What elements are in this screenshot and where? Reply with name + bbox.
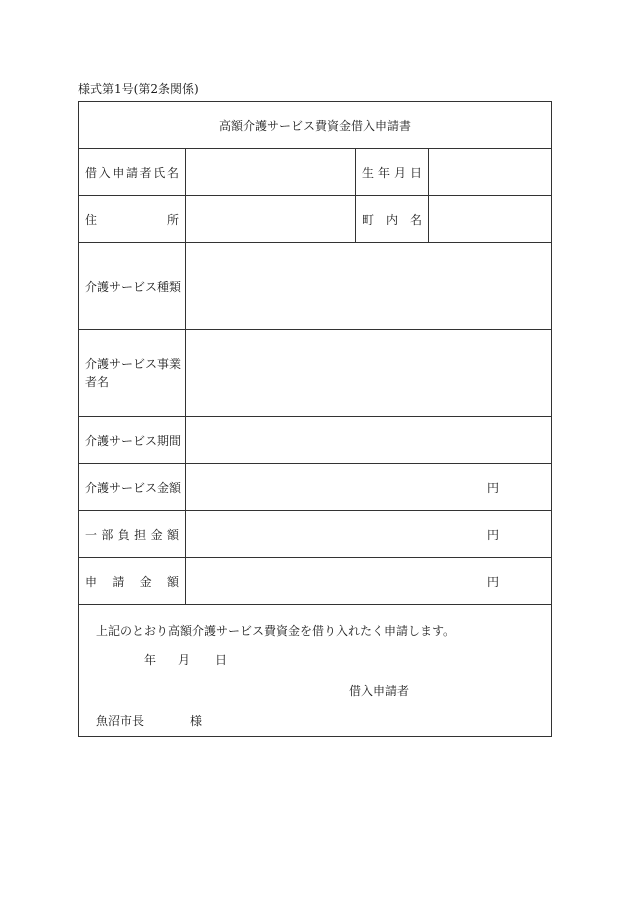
provider-label bbox=[79, 330, 186, 416]
applicant-signature-label: 借入申請者 bbox=[349, 684, 410, 698]
declaration-statement: 上記のとおり高額介護サービス費資金を借り入れたく申請します。 bbox=[96, 624, 456, 638]
request-amount-label: 申 請 金 額 bbox=[79, 558, 186, 604]
address-label: 住 所 bbox=[79, 196, 186, 242]
honorific: 様 bbox=[190, 714, 203, 728]
service-type-label: 介護サービス種類 bbox=[79, 243, 186, 329]
applicant-name-field[interactable] bbox=[186, 149, 356, 195]
provider-label-line1: 介護サービス事業 bbox=[85, 357, 182, 371]
service-amount-unit: 円 bbox=[486, 480, 499, 495]
service-amount-row bbox=[79, 464, 551, 511]
title-row bbox=[79, 102, 551, 149]
provider-field[interactable] bbox=[186, 330, 551, 416]
date-day: 日 bbox=[215, 653, 228, 667]
addressee: 魚沼市長 bbox=[96, 714, 145, 728]
application-form bbox=[78, 101, 552, 737]
neighborhood-label: 町 内 名 bbox=[356, 196, 429, 242]
birth-date-label: 生 年 月 日 bbox=[356, 149, 429, 195]
service-period-label: 介護サービス期間 bbox=[79, 417, 186, 463]
address-field[interactable] bbox=[186, 196, 356, 242]
service-type-field[interactable] bbox=[186, 243, 551, 329]
partial-burden-label: 一 部 負 担 金 額 bbox=[79, 511, 186, 557]
form-title: 高額介護サービス費資金借入申請書 bbox=[218, 118, 411, 133]
date-year: 年 bbox=[144, 653, 157, 667]
address-row bbox=[79, 196, 551, 243]
date-month: 月 bbox=[178, 653, 191, 667]
provider-label-line2: 者名 bbox=[85, 375, 110, 389]
birth-date-field[interactable] bbox=[429, 149, 551, 195]
request-amount-row bbox=[79, 558, 551, 605]
service-amount-label: 介護サービス金額 bbox=[79, 464, 186, 510]
provider-row bbox=[79, 330, 551, 417]
service-type-row bbox=[79, 243, 551, 330]
partial-burden-unit: 円 bbox=[486, 527, 499, 542]
service-period-field[interactable] bbox=[186, 417, 551, 463]
applicant-name-label: 借 入 申 請 者 氏 名 bbox=[79, 149, 186, 195]
neighborhood-field[interactable] bbox=[429, 196, 551, 242]
request-amount-unit: 円 bbox=[486, 574, 499, 589]
applicant-name-row bbox=[79, 149, 551, 196]
service-period-row bbox=[79, 417, 551, 464]
form-reference: 様式第1号(第2条関係) bbox=[78, 82, 199, 96]
partial-burden-row bbox=[79, 511, 551, 558]
